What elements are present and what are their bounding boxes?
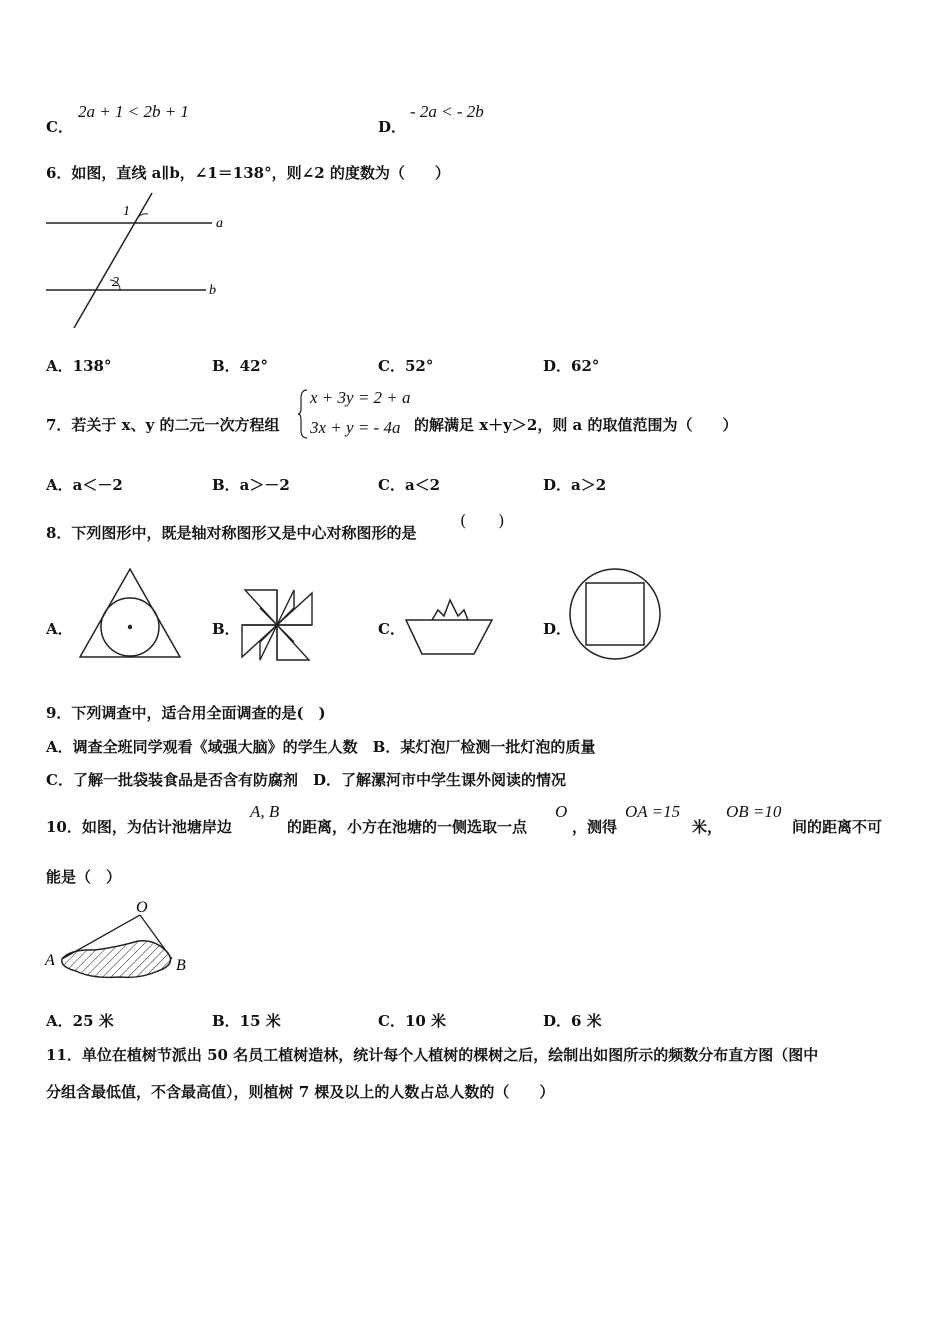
q6-option-c: C．52° xyxy=(378,357,434,375)
q10-pond-figure xyxy=(40,895,200,985)
q7-system-brace xyxy=(297,388,309,440)
q6-angle1-label: 1 xyxy=(123,204,130,219)
q7-option-c: C．a＜2 xyxy=(378,476,441,494)
q10-text-2: 的距离，小方在池塘的一侧选取一点 xyxy=(287,818,528,836)
q10-math-ab: A, B xyxy=(250,802,280,821)
q7-stem-before: 7．若关于 x、y 的二元一次方程组 xyxy=(46,416,280,434)
q10-text-5: 间的距离不可 xyxy=(792,818,883,836)
q8-answer-paren: ( ) xyxy=(460,511,505,530)
q10-text-3: ，测得 xyxy=(572,818,618,836)
q5-option-c-label: C． xyxy=(46,118,73,136)
q10-math-ob: OB =10 xyxy=(726,802,782,821)
q10-point-b-label: B xyxy=(176,957,186,974)
q6-line-b-label: b xyxy=(209,283,216,298)
q8-stem: 8．下列图形中，既是轴对称图形又是中心对称图形的是 xyxy=(46,524,417,542)
q5-option-c-math: 2a + 1 < 2b + 1 xyxy=(78,102,189,121)
q7-option-d: D．a＞2 xyxy=(543,476,607,494)
q6-parallel-lines-figure xyxy=(40,188,240,336)
q6-option-b: B．42° xyxy=(212,357,269,375)
q7-stem-after: 的解满足 x＋y＞2，则 a 的取值范围为（ ） xyxy=(414,416,738,434)
q6-angle2-label: 2 xyxy=(112,275,119,290)
q8-boat-figure xyxy=(402,596,496,658)
q8-option-a-label: A． xyxy=(46,620,73,638)
q11-text-line-1: 11．单位在植树节派出 50 名员工植树造林，统计每个人植树的棵树之后，绘制出如图所示的频数分布直方图（图中 xyxy=(46,1046,819,1064)
q7-option-a: A．a＜－2 xyxy=(46,476,123,494)
q9-options-line-2: C．了解一批袋装食品是否含有防腐剂 D．了解漯河市中学生课外阅读的情况 xyxy=(46,771,566,789)
q8-option-b-label: B． xyxy=(212,620,240,638)
q9-options-line-1: A．调查全班同学观看《域强大脑》的学生人数 B．某灯泡厂检测一批灯泡的质量 xyxy=(46,738,596,756)
q11-text-line-2: 分组含最低值，不含最高值），则植树 7 棵及以上的人数占总人数的（ ） xyxy=(46,1083,555,1101)
q5-option-d-math: - 2a < - 2b xyxy=(410,102,484,121)
q7-option-b: B．a＞－2 xyxy=(212,476,290,494)
q10-option-c: C．10 米 xyxy=(378,1012,447,1030)
q9-stem: 9．下列调查中，适合用全面调查的是( ) xyxy=(46,704,326,722)
q8-option-d-label: D． xyxy=(543,620,572,638)
q7-equation-2: 3x + y = - 4a xyxy=(310,418,401,437)
q8-triangle-incircle-figure xyxy=(74,565,186,661)
q10-point-o-label: O xyxy=(136,899,148,916)
q10-math-oa: OA =15 xyxy=(625,802,681,821)
q6-line-a-label: a xyxy=(216,216,223,231)
q5-option-d-label: D． xyxy=(378,118,407,136)
q8-circle-square-figure xyxy=(566,566,664,662)
q10-text-1: 10．如图，为估计池塘岸边 xyxy=(46,818,232,836)
q10-option-b: B．15 米 xyxy=(212,1012,281,1030)
q10-text-4: 米， xyxy=(692,818,723,836)
q6-stem: 6．如图，直线 a∥b，∠1＝138°，则∠2 的度数为（ ） xyxy=(46,164,450,182)
q10-math-o: O xyxy=(555,802,568,821)
q6-option-a: A．138° xyxy=(46,357,112,375)
q7-equation-1: x + 3y = 2 + a xyxy=(310,388,411,407)
q8-option-c-label: C． xyxy=(378,620,405,638)
q8-pinwheel-figure xyxy=(240,588,314,662)
q10-text-line-2: 能是（ ） xyxy=(46,868,122,886)
q10-option-d: D．6 米 xyxy=(543,1012,602,1030)
q10-point-a-label: A xyxy=(45,952,55,969)
q10-option-a: A．25 米 xyxy=(46,1012,114,1030)
q6-option-d: D．62° xyxy=(543,357,600,375)
